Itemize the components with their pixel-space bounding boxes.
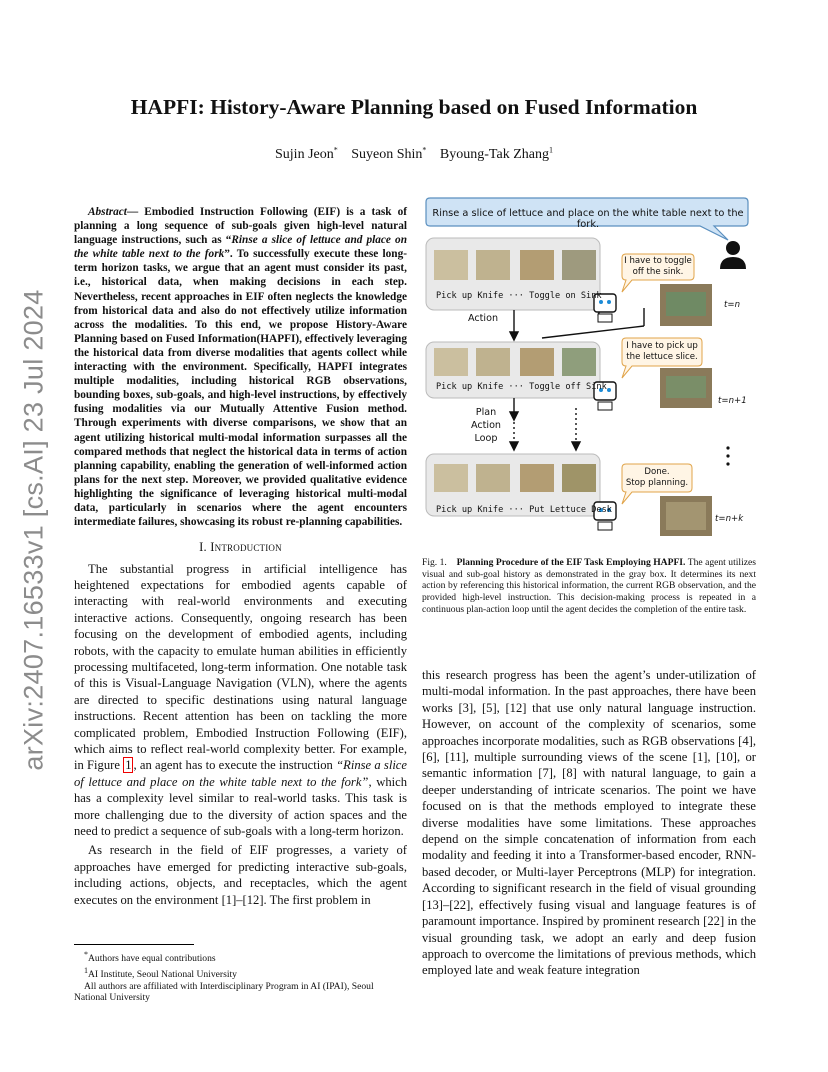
figure-reference-link[interactable]: 1: [125, 758, 132, 773]
section-heading: I. Introduction: [199, 540, 282, 555]
speech-bubble: I have to pick up the lettuce slice.: [626, 341, 698, 362]
action-label: Action: [468, 313, 499, 324]
author: Sujin Jeon*: [275, 145, 338, 162]
figure-diagram: [422, 196, 756, 542]
abstract: Abstract— Embodied Instruction Following (EIF) is a task of planning a long sequence of sub-goals given high-level natural language instructions, such as “Rinse a slice of lettuce and place on the white table next to the fork”. To successfully execute these long-term horizon tasks, we argue that an agent must consider its past, i.e., historical data, when making decisions in each step. Nevertheless, recent approaches in EIF often neglects the knowledge from historical data and also do not effectively utilize information across the modalities. To this end, we propose History-Aware Planning based on Fused Information(HAPFI), effectively leveraging the historical data from diverse modalities that agents collect while interacting with the environment. Specifically, HAPFI integrates multiple modalities, including historical RGB observations, bounding boxes, sub-goals, and high-level instructions, by effectively fusing modalities via our Mutually Attentive Fusion method. Through experiments with diverse comparisons, we show that an agent utilizing historical multi-modal information surpasses all the compared methods that neglect the historical data in terms of action planning capability, enabling the generation of well-informed action plans for the next step. Moreover, we provided qualitative evidence highlighting the significance of leveraging historical multi-modal data, particularly in scenarios where the agent encounters intermediate failures, showcasing its robust re-planning capabilities.: [74, 206, 407, 529]
footnote: $^1$AI Institute, Seoul National University: [84, 965, 237, 980]
footnote: *Authors have equal contributions: [84, 950, 216, 965]
history-label: Pick up Knife ··· Toggle off Sink: [436, 382, 607, 392]
figure-caption: Fig. 1. Planning Procedure of the EIF Task Employing HAPFI. The agent utilizes visual and sub-goal history as demonstrated in the gray box. It determines its next action by referencing this historical information, the current RGB observation, and the provided high-level instruction. This decision-making process is repeated in a continuous plan-action loop until the agent decides the completion of the entire task.: [422, 557, 757, 615]
loop-label: Plan Action Loop: [470, 407, 502, 444]
intro-paragraph: The substantial progress in artificial intelligence has heightened expectations for embodied agents capable of interacting with real-world environments and executing interactive actions. Consequently, ongoing research has been focusing on the development of embodied agents, including robots, with the capacity to emulate human abilities in efficiently processing multifaceted, long-term information. One notable task of this is Visual-Language Navigation (VLN), where the agents are directed to specific destinations using natural language instructions. Recent attention has been on tackling the more complicated problem, Embodied Instruction Following (EIF), which aims to reflect real-world complexity better. For example, in Figure 1 , an agent has to execute the instruction “Rinse a slice of lettuce and place on the white table next to the fork”, which has a complexity level similar to real-world tasks. This task is more challenging due to the diversity of action spaces and the need to predict a sequence of sub-goals with a long-term horizon.: [74, 561, 408, 839]
body-paragraph: this research progress has been the agent’s under-utilization of multi-modal information. In the past approaches, there have been works [3], [5], [12] that use only natural language instruction. However, on account of the complexity of scenarios, some approaches incorporate modalities, such as RGB observations [4], [6], [11], multiple surrounding views of the scene [1], [10], or semantic information [7], [8] with natural language, to gain a deeper understanding of intricate scenarios. The point we have focused on is that the methods employed to integrate these diverse modalities have some limitations. These approaches depend on the simple concatenation of information from each modality and feeding it into a Transformer-based encoder, RNN-based decoder, or Multi-layer Perceptrons (MLP) for integration. According to significant research in the field of visual grounding [13]–[22], effectively fusing visual and language features is of paramount importance. Inspired by prominent research [22] in the visual grounding task, we adopt an early and deep fusion approach to overcome the limitations of previous methods, which employed late and weak feature integration: [422, 668, 756, 978]
author: Byoung-Tak Zhang$^1$: [439, 145, 553, 162]
intro-paragraph: As research in the field of EIF progresses, a variety of approaches have emerged for predicting interactive sub-goals, including actions, objects, and receptacles, which the agent executes on the environment [1]–[12]. The first problem in: [74, 843, 407, 907]
left-column: [74, 205, 407, 908]
author: Suyeon Shin*: [351, 145, 427, 162]
footnote: All authors are affiliated with Interdisciplinary Program in AI (IPAI), Seoul National University: [74, 980, 374, 1004]
speech-bubble: I have to toggle off the sink.: [624, 256, 692, 277]
history-label: Pick up Knife ··· Put Lettuce Desk: [436, 505, 612, 515]
footnotes: [74, 944, 407, 1004]
arxiv-identifier: arXiv:2407.16533v1 [cs.AI] 23 Jul 2024: [18, 289, 49, 771]
arxiv-sidebar: [14, 289, 54, 771]
time-label: t=n+k: [715, 514, 744, 524]
time-label: t=n+1: [718, 396, 747, 406]
figure-1: [422, 196, 756, 542]
history-label: Pick up Knife ··· Toggle on Sink: [436, 291, 602, 301]
paper-title: HAPFI: History-Aware Planning based on Fused Information: [130, 95, 698, 119]
author-list: [0, 145, 828, 163]
speech-bubble: Done. Stop planning.: [625, 467, 689, 488]
time-label: t=n: [724, 300, 741, 310]
abstract-lead: Abstract: [88, 206, 127, 218]
caption-title: Planning Procedure of the EIF Task Employing HAPFI.: [456, 557, 686, 568]
person-icon: [720, 241, 746, 269]
instruction-bubble: Rinse a slice of lettuce and place on the white table next to the fork.: [432, 208, 744, 230]
right-column: [422, 667, 756, 979]
abstract-quote: Rinse a slice of lettuce and place on the white table next to the fork: [74, 234, 407, 261]
